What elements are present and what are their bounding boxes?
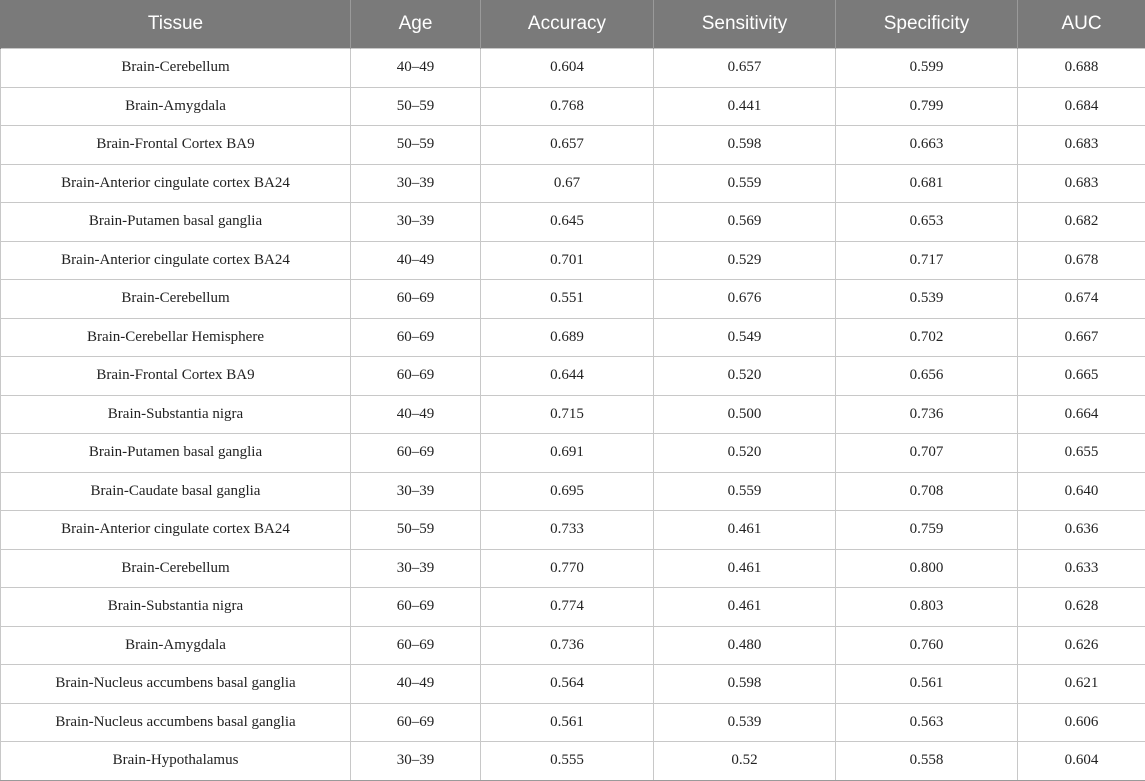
accuracy-cell: 0.564 [481, 665, 654, 704]
age-cell: 60–69 [351, 318, 481, 357]
sensitivity-cell: 0.480 [654, 626, 836, 665]
specificity-cell: 0.803 [836, 588, 1018, 627]
table-row [1, 472, 1145, 511]
specificity-cell: 0.717 [836, 241, 1018, 280]
specificity-cell: 0.759 [836, 511, 1018, 550]
header-sensitivity: Sensitivity [654, 0, 836, 49]
age-cell: 40–49 [351, 241, 481, 280]
auc-cell: 0.633 [1018, 549, 1145, 588]
sensitivity-cell: 0.539 [654, 703, 836, 742]
accuracy-cell: 0.733 [481, 511, 654, 550]
table-row [1, 203, 1145, 242]
auc-cell: 0.636 [1018, 511, 1145, 550]
accuracy-cell: 0.689 [481, 318, 654, 357]
accuracy-cell: 0.657 [481, 126, 654, 165]
specificity-cell: 0.800 [836, 549, 1018, 588]
auc-cell: 0.682 [1018, 203, 1145, 242]
specificity-cell: 0.760 [836, 626, 1018, 665]
table-row [1, 241, 1145, 280]
table-row [1, 280, 1145, 319]
auc-cell: 0.628 [1018, 588, 1145, 627]
age-cell: 60–69 [351, 588, 481, 627]
tissue-cell: Brain-Amygdala [1, 87, 351, 126]
age-cell: 60–69 [351, 626, 481, 665]
specificity-cell: 0.653 [836, 203, 1018, 242]
sensitivity-cell: 0.52 [654, 742, 836, 781]
accuracy-cell: 0.551 [481, 280, 654, 319]
age-cell: 60–69 [351, 357, 481, 396]
specificity-cell: 0.708 [836, 472, 1018, 511]
specificity-cell: 0.563 [836, 703, 1018, 742]
auc-cell: 0.688 [1018, 49, 1145, 88]
auc-cell: 0.640 [1018, 472, 1145, 511]
sensitivity-cell: 0.559 [654, 472, 836, 511]
age-cell: 30–39 [351, 549, 481, 588]
table-row [1, 742, 1145, 781]
auc-cell: 0.626 [1018, 626, 1145, 665]
accuracy-cell: 0.770 [481, 549, 654, 588]
sensitivity-cell: 0.676 [654, 280, 836, 319]
age-cell: 30–39 [351, 164, 481, 203]
auc-cell: 0.683 [1018, 126, 1145, 165]
sensitivity-cell: 0.520 [654, 357, 836, 396]
specificity-cell: 0.736 [836, 395, 1018, 434]
table-row [1, 588, 1145, 627]
sensitivity-cell: 0.559 [654, 164, 836, 203]
specificity-cell: 0.799 [836, 87, 1018, 126]
tissue-cell: Brain-Nucleus accumbens basal ganglia [1, 665, 351, 704]
table-row [1, 434, 1145, 473]
sensitivity-cell: 0.500 [654, 395, 836, 434]
sensitivity-cell: 0.529 [654, 241, 836, 280]
auc-cell: 0.683 [1018, 164, 1145, 203]
sensitivity-cell: 0.657 [654, 49, 836, 88]
tissue-cell: Brain-Cerebellum [1, 549, 351, 588]
table-row [1, 665, 1145, 704]
sensitivity-cell: 0.461 [654, 588, 836, 627]
tissue-cell: Brain-Anterior cingulate cortex BA24 [1, 511, 351, 550]
header-accuracy: Accuracy [481, 0, 654, 49]
tissue-cell: Brain-Substantia nigra [1, 395, 351, 434]
table-row [1, 626, 1145, 665]
sensitivity-cell: 0.461 [654, 511, 836, 550]
header-row [1, 0, 1145, 49]
age-cell: 50–59 [351, 126, 481, 165]
auc-cell: 0.678 [1018, 241, 1145, 280]
auc-cell: 0.621 [1018, 665, 1145, 704]
auc-cell: 0.684 [1018, 87, 1145, 126]
accuracy-cell: 0.715 [481, 395, 654, 434]
age-cell: 50–59 [351, 87, 481, 126]
auc-cell: 0.674 [1018, 280, 1145, 319]
sensitivity-cell: 0.461 [654, 549, 836, 588]
tissue-cell: Brain-Frontal Cortex BA9 [1, 357, 351, 396]
table-body [1, 49, 1145, 781]
age-cell: 60–69 [351, 703, 481, 742]
tissue-cell: Brain-Cerebellar Hemisphere [1, 318, 351, 357]
header-auc: AUC [1018, 0, 1145, 49]
tissue-cell: Brain-Putamen basal ganglia [1, 203, 351, 242]
accuracy-cell: 0.67 [481, 164, 654, 203]
header-age: Age [351, 0, 481, 49]
table-row [1, 87, 1145, 126]
auc-cell: 0.667 [1018, 318, 1145, 357]
specificity-cell: 0.707 [836, 434, 1018, 473]
specificity-cell: 0.681 [836, 164, 1018, 203]
accuracy-cell: 0.701 [481, 241, 654, 280]
auc-cell: 0.655 [1018, 434, 1145, 473]
sensitivity-cell: 0.569 [654, 203, 836, 242]
table-row [1, 318, 1145, 357]
auc-cell: 0.665 [1018, 357, 1145, 396]
specificity-cell: 0.656 [836, 357, 1018, 396]
auc-cell: 0.604 [1018, 742, 1145, 781]
age-cell: 50–59 [351, 511, 481, 550]
tissue-cell: Brain-Anterior cingulate cortex BA24 [1, 241, 351, 280]
header-specificity: Specificity [836, 0, 1018, 49]
table-row [1, 703, 1145, 742]
specificity-cell: 0.702 [836, 318, 1018, 357]
specificity-cell: 0.561 [836, 665, 1018, 704]
sensitivity-cell: 0.598 [654, 126, 836, 165]
accuracy-cell: 0.768 [481, 87, 654, 126]
accuracy-cell: 0.645 [481, 203, 654, 242]
auc-cell: 0.606 [1018, 703, 1145, 742]
table-row [1, 357, 1145, 396]
specificity-cell: 0.539 [836, 280, 1018, 319]
age-cell: 40–49 [351, 665, 481, 704]
table-header [1, 0, 1145, 49]
accuracy-cell: 0.691 [481, 434, 654, 473]
sensitivity-cell: 0.598 [654, 665, 836, 704]
auc-cell: 0.664 [1018, 395, 1145, 434]
tissue-cell: Brain-Putamen basal ganglia [1, 434, 351, 473]
tissue-cell: Brain-Substantia nigra [1, 588, 351, 627]
sensitivity-cell: 0.520 [654, 434, 836, 473]
sensitivity-cell: 0.441 [654, 87, 836, 126]
age-cell: 40–49 [351, 49, 481, 88]
tissue-cell: Brain-Cerebellum [1, 280, 351, 319]
age-cell: 40–49 [351, 395, 481, 434]
accuracy-cell: 0.695 [481, 472, 654, 511]
table-row [1, 549, 1145, 588]
accuracy-cell: 0.736 [481, 626, 654, 665]
age-cell: 60–69 [351, 280, 481, 319]
tissue-cell: Brain-Amygdala [1, 626, 351, 665]
age-cell: 60–69 [351, 434, 481, 473]
age-cell: 30–39 [351, 203, 481, 242]
accuracy-cell: 0.604 [481, 49, 654, 88]
tissue-cell: Brain-Cerebellum [1, 49, 351, 88]
table-row [1, 49, 1145, 88]
age-cell: 30–39 [351, 472, 481, 511]
tissue-cell: Brain-Nucleus accumbens basal ganglia [1, 703, 351, 742]
tissue-cell: Brain-Anterior cingulate cortex BA24 [1, 164, 351, 203]
table-row [1, 511, 1145, 550]
table-row [1, 395, 1145, 434]
accuracy-cell: 0.561 [481, 703, 654, 742]
sensitivity-cell: 0.549 [654, 318, 836, 357]
accuracy-cell: 0.774 [481, 588, 654, 627]
age-cell: 30–39 [351, 742, 481, 781]
header-tissue: Tissue [1, 0, 351, 49]
tissue-cell: Brain-Frontal Cortex BA9 [1, 126, 351, 165]
table-row [1, 126, 1145, 165]
tissue-cell: Brain-Hypothalamus [1, 742, 351, 781]
accuracy-cell: 0.644 [481, 357, 654, 396]
accuracy-cell: 0.555 [481, 742, 654, 781]
specificity-cell: 0.558 [836, 742, 1018, 781]
table-row [1, 164, 1145, 203]
specificity-cell: 0.599 [836, 49, 1018, 88]
specificity-cell: 0.663 [836, 126, 1018, 165]
tissue-cell: Brain-Caudate basal ganglia [1, 472, 351, 511]
